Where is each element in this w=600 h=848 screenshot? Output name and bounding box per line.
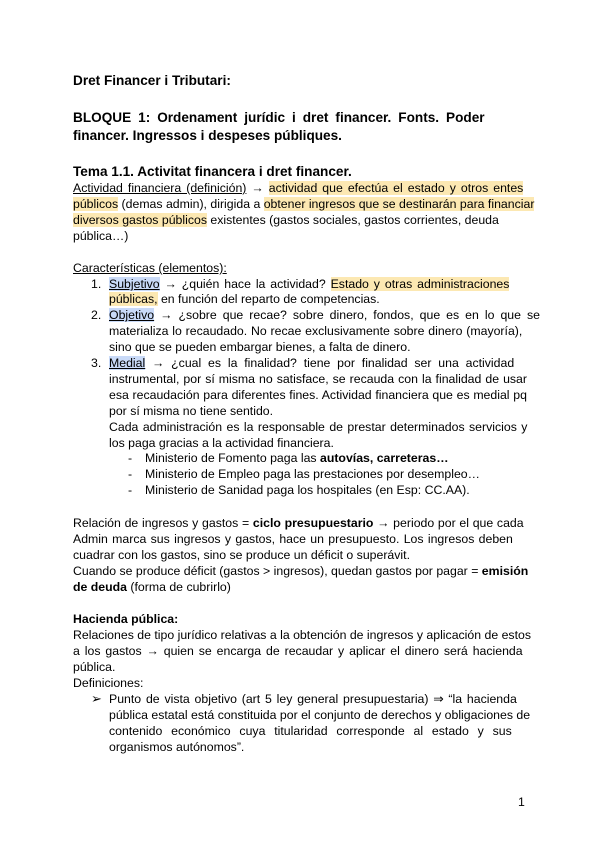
text: → ¿cual es la finalidad? tiene por finalidad ser una actividad [145, 356, 515, 370]
highlight: actividad que efectúa el estado y otros entes [268, 181, 524, 195]
highlight: públicos [73, 197, 119, 211]
text: existentes (gastos sociales, gastos corrientes, deuda [206, 213, 499, 227]
tema-heading: Tema 1.1. Activitat financera i dret financer. [73, 164, 352, 179]
term-subjetivo: Subjetivo [109, 277, 160, 291]
highlight: diversos gastos públicos [73, 213, 207, 227]
hacienda-bullet-line-1: Punto de vista objetivo (art 5 ley general presupuestaria) ⇒ “la hacienda [109, 692, 517, 706]
hacienda-line-2: a los gastos → quien se encarga de recaudar y aplicar el dinero será hacienda [73, 644, 523, 658]
definition-label: Actividad financiera (definición) [73, 181, 247, 195]
hacienda-bullet-line-3: contenido económico cuya titularidad corresponde al estado y sus [109, 724, 512, 738]
text: Ministerio de Fomento paga las [145, 451, 320, 465]
caracteristicas-heading: Características (elementos): [73, 261, 227, 275]
hacienda-line-4: Definiciones: [73, 676, 144, 690]
bloque-line-2: financer. Ingressos i despeses públiques. [73, 128, 342, 143]
bloque-line-1: BLOQUE 1: Ordenament jurídic i dret financer. Fonts. Poder [73, 110, 485, 125]
dash-bullet: - [128, 467, 133, 481]
dash-bullet: - [128, 483, 133, 497]
list-number: 2. [91, 308, 102, 322]
text: → ¿sobre que recae? sobre dinero, fondos, que es en lo que se [154, 308, 540, 322]
item-2-line-1 [109, 308, 540, 323]
item-1-line-1 [109, 277, 509, 292]
sub-item-3: Ministerio de Sanidad paga los hospitales (en Esp: CC.AA). [145, 483, 470, 497]
term-medial: Medial [109, 356, 146, 370]
highlight: obtener ingresos que se destinarán para financiar [263, 197, 535, 211]
item-3-line-3: esa recaudación para diferentes fines. Actividad financiera que es medial pq [109, 388, 527, 402]
bold-text: ciclo presupuestario [252, 516, 374, 530]
text: (demas admin), dirigida a [118, 197, 264, 211]
item-2-line-2: materializa lo recaudado. No recae exclusivamente sobre dinero (mayoría), [109, 324, 523, 338]
arrow-bullet-icon: ➢ [91, 691, 102, 706]
dash-bullet: - [128, 451, 133, 465]
text: Relación de ingresos y gastos = [73, 516, 253, 530]
sub-item-2: Ministerio de Empleo paga las prestaciones por desempleo… [145, 467, 480, 481]
relacion-line-4 [73, 564, 528, 579]
text: → ¿quién hace la actividad? [159, 277, 331, 291]
bold-text: autovías, carreteras… [319, 451, 449, 465]
relacion-line-5 [73, 580, 231, 595]
text: Cuando se produce déficit (gastos > ingresos), quedan gastos por pagar = [73, 564, 482, 578]
relacion-line-1 [73, 516, 524, 531]
highlight: Estado y otras administraciones [330, 277, 510, 291]
definition-line-2 [73, 197, 534, 212]
doc-title: Dret Financer i Tributari: [73, 73, 231, 88]
hacienda-line-3: pública. [73, 660, 116, 674]
text: (forma de cubrirlo) [126, 580, 231, 594]
relacion-line-3: cuadrar con los gastos, sino se produce un déficit o superávit. [73, 548, 410, 562]
item-1-line-2 [109, 292, 380, 307]
bold-text: de deuda [73, 580, 127, 594]
item-3-line-6: los paga gracias a la actividad financiera. [109, 436, 334, 450]
page-number: 1 [518, 795, 525, 809]
definition-line-3 [73, 213, 499, 228]
bold-text: emisión [481, 564, 529, 578]
text: en función del reparto de competencias. [157, 292, 380, 306]
list-number: 3. [91, 356, 102, 370]
sub-item-1 [145, 451, 449, 466]
item-3-line-4: por sí misma no tiene sentido. [109, 404, 274, 418]
item-3-line-5: Cada administración es la responsable de prestar determinados servicios y [109, 420, 528, 434]
item-3-line-2: instrumental, por sí misma no satisface, se recauda con la finalidad de usar [109, 372, 527, 386]
hacienda-bullet-line-2: pública estatal está constituida por el conjunto de derechos y obligaciones de [109, 708, 531, 722]
hacienda-line-1: Relaciones de tipo jurídico relativas a la obtención de ingresos y aplicación de estos [73, 628, 531, 642]
definition-line-4: pública…) [73, 229, 129, 243]
hacienda-heading: Hacienda pública: [73, 612, 179, 626]
definition-line-1 [73, 181, 523, 196]
arrow: → [246, 181, 269, 195]
list-number: 1. [91, 277, 102, 291]
item-3-line-1 [109, 356, 514, 371]
highlight: públicas, [109, 292, 158, 306]
relacion-line-2: Admin marca sus ingresos y gastos, hace un presupuesto. Los ingresos deben [73, 532, 513, 546]
text: → periodo por el que cada [373, 516, 524, 530]
item-2-line-3: sino que se pueden embargar bienes, a falta de dinero. [109, 340, 411, 354]
term-objetivo: Objetivo [109, 308, 155, 322]
hacienda-bullet-line-4: organismos autónomos”. [109, 740, 245, 754]
